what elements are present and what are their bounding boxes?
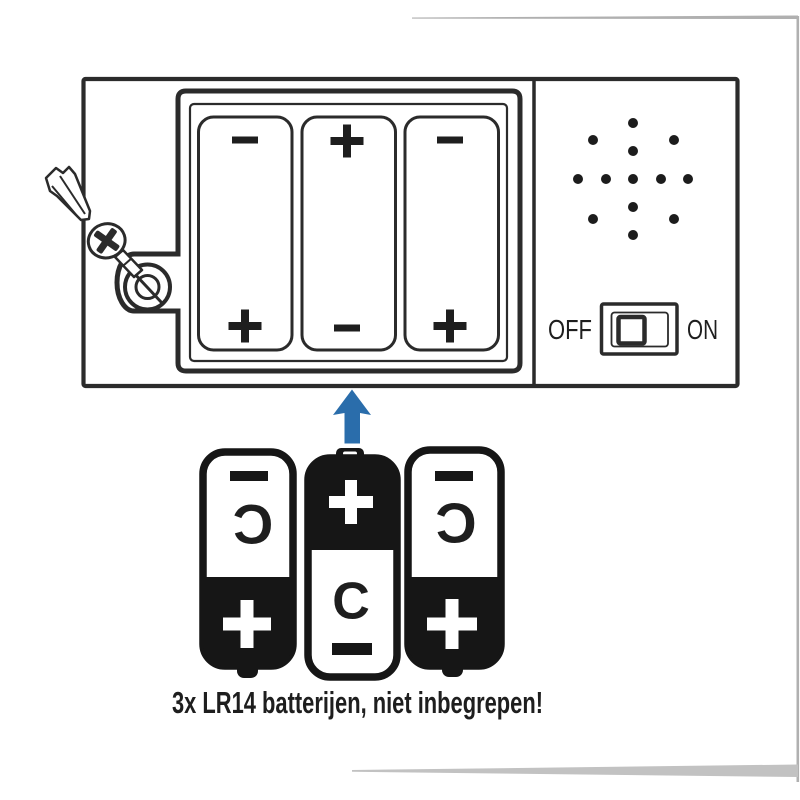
battery-left [203, 452, 293, 678]
battery-left-minus [230, 471, 268, 481]
battery-right [408, 450, 501, 677]
battery-slot-1 [199, 117, 293, 350]
battery-right-label: C [435, 490, 477, 555]
battery-middle [308, 448, 397, 677]
up-arrow-icon [333, 390, 371, 444]
switch-knob [619, 317, 645, 344]
on-label: ON [687, 314, 718, 345]
off-label: OFF [548, 314, 592, 345]
battery-left-label: C [232, 493, 274, 556]
battery-middle-minus [332, 643, 372, 655]
slot2-bottom-minus [334, 325, 360, 332]
battery-slot-2 [302, 117, 396, 350]
battery-right-minus [435, 471, 473, 481]
slot3-top-minus [437, 137, 463, 144]
battery-slot-3 [405, 117, 499, 350]
caption: 3x LR14 batterijen, niet inbegrepen! [172, 685, 543, 720]
battery-middle-label: C [332, 572, 370, 631]
slot1-top-minus [232, 137, 258, 144]
battery-compartment [117, 91, 520, 371]
